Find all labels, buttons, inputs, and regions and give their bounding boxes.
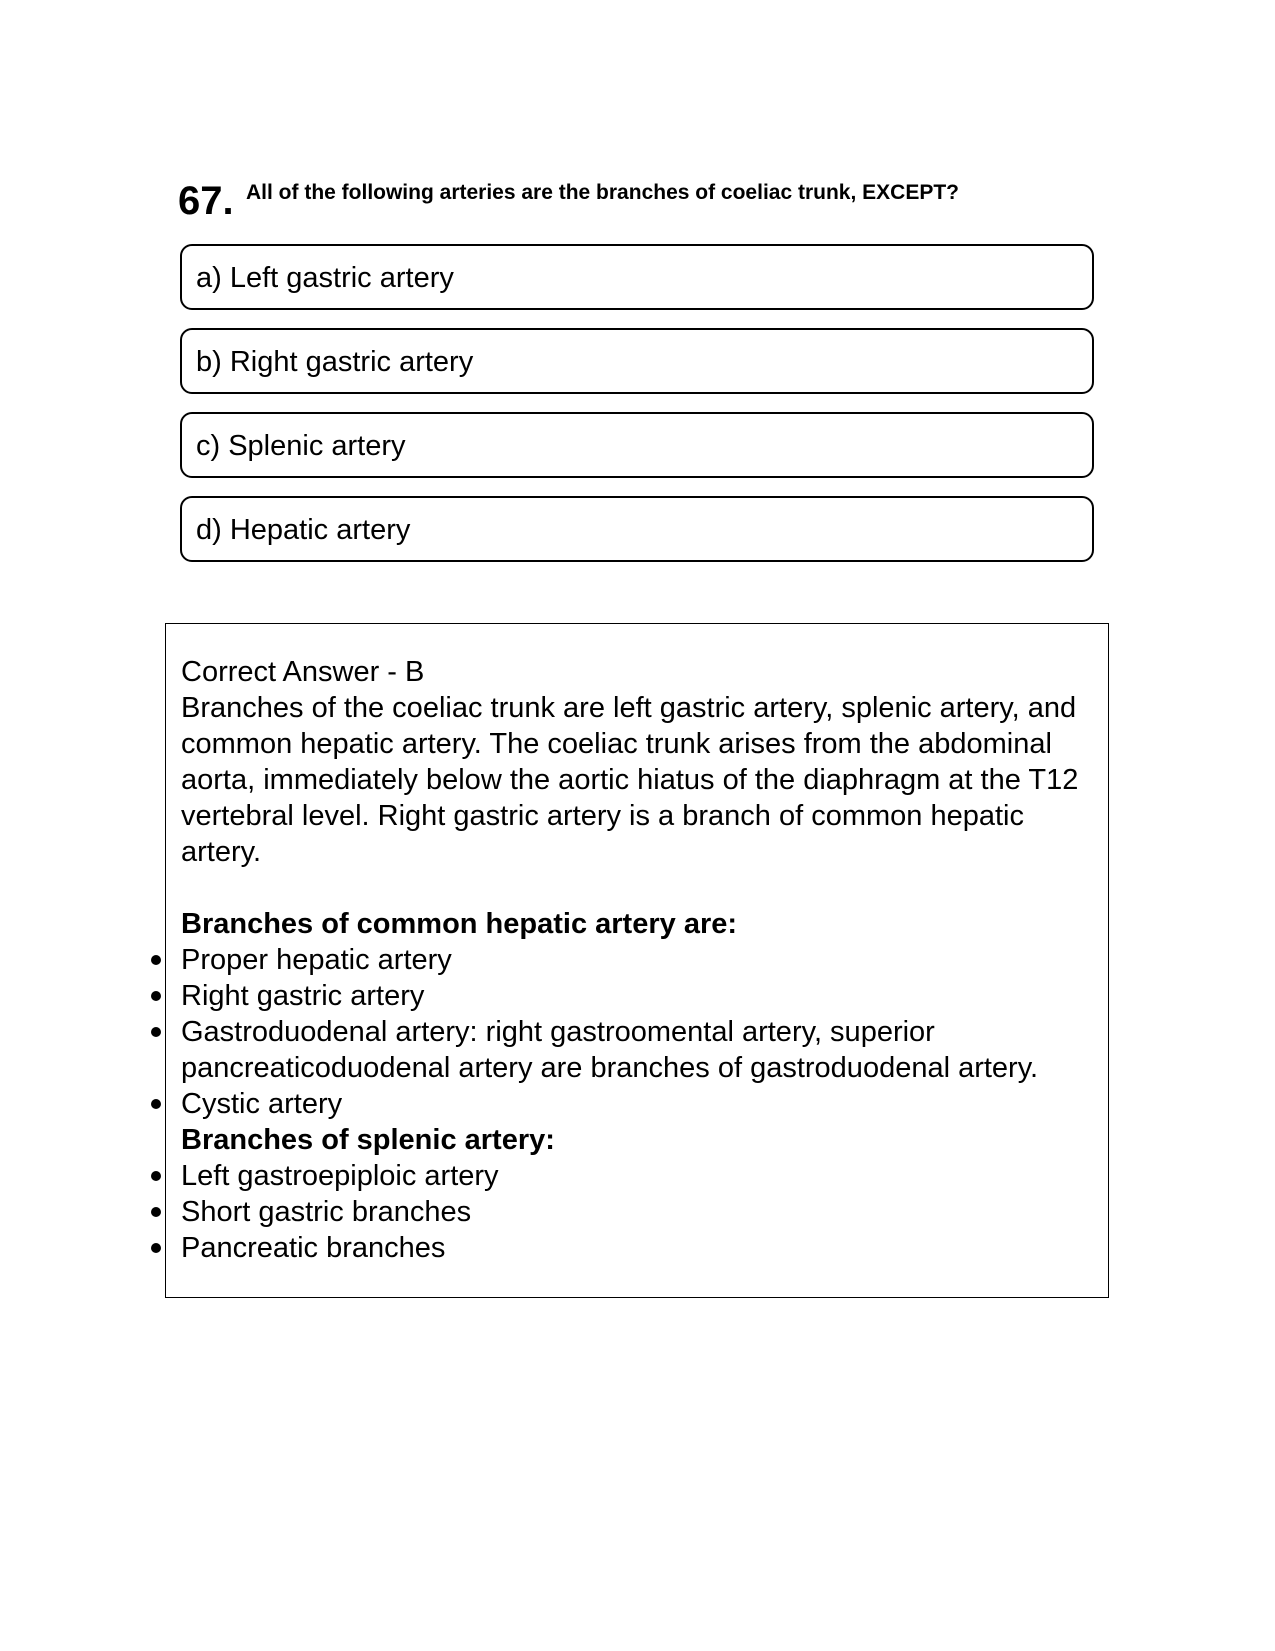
list-item-text: Cystic artery (181, 1088, 343, 1120)
list-item (181, 1014, 1091, 1086)
list-item (181, 1194, 1091, 1230)
list-item-text: Right gastric artery (181, 980, 425, 1012)
question-header (178, 178, 1098, 228)
list-item-text: Pancreatic branches (181, 1232, 446, 1264)
list-item-text: Proper hepatic artery (181, 944, 452, 976)
bullet-icon (151, 1171, 161, 1181)
option-a-label: a) Left gastric artery (196, 262, 454, 294)
option-b[interactable] (180, 328, 1094, 394)
hepatic-branches-list (181, 942, 1091, 1122)
spacer (181, 870, 1091, 906)
answer-content (181, 654, 1091, 1266)
list-item (181, 942, 1091, 978)
bullet-icon (151, 955, 161, 965)
question-text: All of the following arteries are the branches of coeliac trunk, EXCEPT? (246, 181, 959, 204)
question-number: 67. (178, 179, 234, 223)
option-b-label: b) Right gastric artery (196, 346, 474, 378)
list-item (181, 1158, 1091, 1194)
bullet-icon (151, 1243, 161, 1253)
hepatic-branches-heading: Branches of common hepatic artery are: (181, 908, 738, 940)
answer-explanation: Branches of the coeliac trunk are left gastric artery, splenic artery, and common hepatic artery. The coeliac trunk arises from the abdominal aorta, immediately below the aortic hiatus of the diaphragm at the T12 vertebral level. Right gastric artery is a branch of common hepatic artery. (181, 692, 1079, 868)
splenic-branches-heading: Branches of splenic artery: (181, 1124, 555, 1156)
bullet-icon (151, 1099, 161, 1109)
list-item-text: Left gastroepiploic artery (181, 1160, 499, 1192)
list-item-text: Gastroduodenal artery: right gastroomental artery, superior pancreaticoduodenal artery are branches of gastroduodenal artery. (181, 1016, 1039, 1084)
splenic-branches-list (181, 1158, 1091, 1266)
option-c-label: c) Splenic artery (196, 430, 406, 462)
option-c[interactable] (180, 412, 1094, 478)
option-d-label: d) Hepatic artery (196, 514, 411, 546)
list-item (181, 1086, 1091, 1122)
bullet-icon (151, 1207, 161, 1217)
bullet-icon (151, 991, 161, 1001)
option-a[interactable] (180, 244, 1094, 310)
list-item-text: Short gastric branches (181, 1196, 472, 1228)
bullet-icon (151, 1027, 161, 1037)
option-d[interactable] (180, 496, 1094, 562)
list-item (181, 1230, 1091, 1266)
correct-answer: Correct Answer - B (181, 656, 425, 688)
list-item (181, 978, 1091, 1014)
